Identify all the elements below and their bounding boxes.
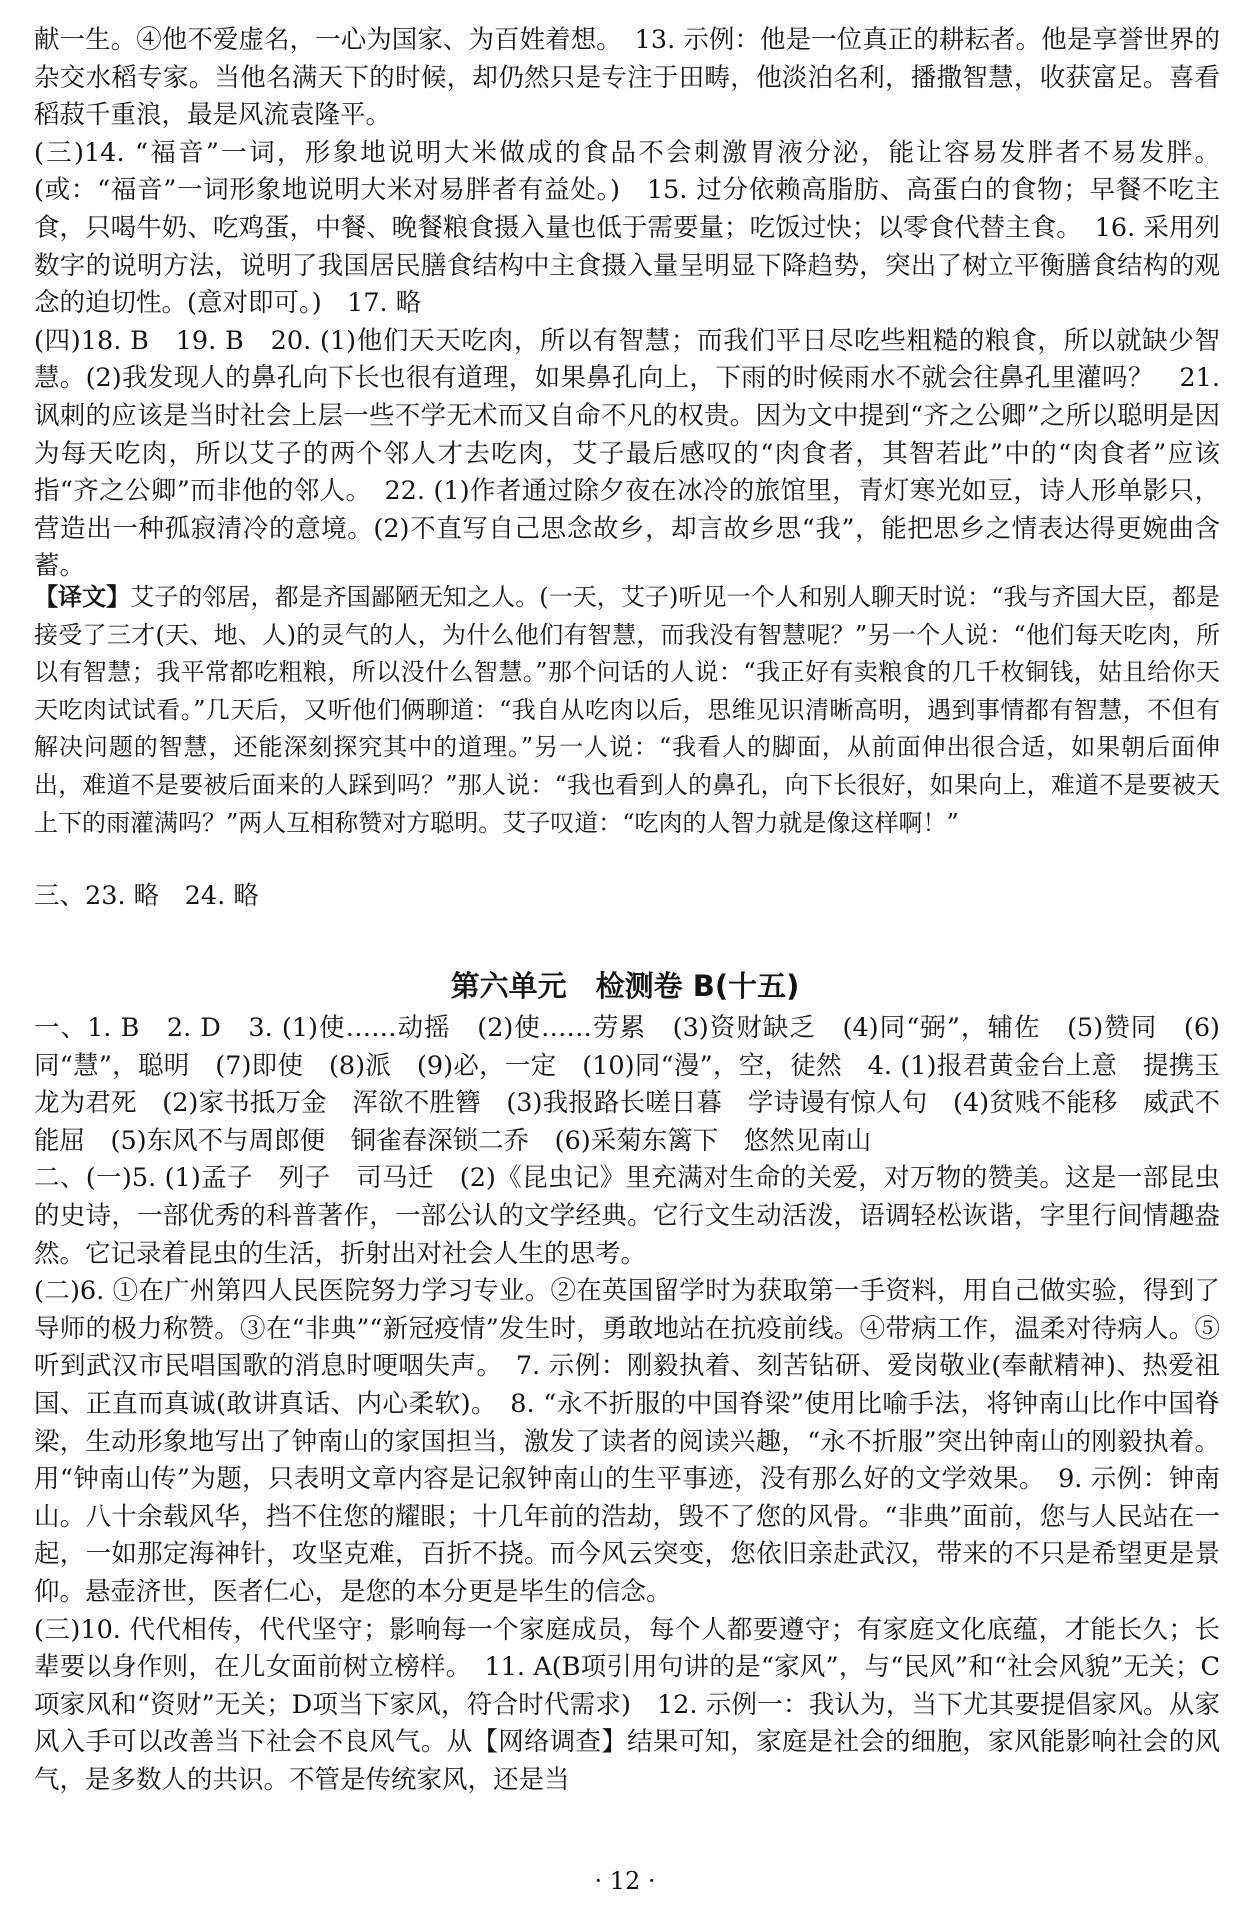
answer-paragraph-13: 献一生。④他不爱虚名，一心为国家、为百姓着想。 13. 示例：他是一位真正的耕耘者。他是享誉世界的杂交水稻专家。当他名满天下的时候，却仍然只是专注于田畴，他淡泊名利，播撒智慧，收获富足。喜看稻菽千重浪，最是风流袁隆平。	[34, 25, 1220, 131]
answer-paragraph-q2-3: (三)10. 代代相传，代代坚守；影响每一个家庭成员，每个人都要遵守；有家庭文化底蕴，才能长久；长辈要以身作则，在儿女面前树立榜样。 11. A(B项引用句讲的是“家风”，与“民风”和“社会风貌”无关；C项家风和“资财”无关；D项当下家风，符合时代需求) 12. 示例一：我认为，当下尤其要提倡家风。从家风入手可以改善当下社会不良风气。从【网络调查】结果可知，家庭是社会的细胞，家风能影响社会的风气，是多数人的共识。不管是传统家风，还是当	[34, 1614, 1220, 1795]
answer-paragraph-sec3: (三)14. “福音”一词，形象地说明大米做成的食品不会刺激胃液分泌，能让容易发胖者不易发胖。(或：“福音”一词形象地说明大米对易胖者有益处。) 15. 过分依赖高脂肪、高蛋白的食物；早餐不吃主食，只喝牛奶、吃鸡蛋，中餐、晚餐粮食摄入量也低于需要量；吃饭过快；以零食代替主食。 16. 采用列数字的说明方法，说明了我国居民膳食结构中主食摄入量呈明显下降趋势，突出了树立平衡膳食结构的观念的迫切性。(意对即可。) 17. 略	[34, 137, 1220, 319]
translation-block	[34, 578, 1220, 842]
answer-paragraph-q1: 一、1. B 2. D 3. (1)使……动摇 (2)使……劳累 (3)资财缺乏 (4)同“弼”，辅佐 (5)赞同 (6)同“慧”，聪明 (7)即使 (8)派 (9)必，一定 (10)同“漫”，空，徒然 4. (1)报君黄金台上意 提携玉龙为君死 (2)家书抵万金 浑欲不胜簪 (3)我报路长嗟日暮 学诗谩有惊人句 (4)贫贱不能移 威武不能屈 (5)东风不与周郎便 铜雀春深锁二乔 (6)采菊东篱下 悠然见南山	[34, 1013, 1220, 1156]
answer-line-23-24: 三、23. 略 24. 略	[34, 881, 259, 911]
unit-title: 第六单元 检测卷 B(十五)	[450, 969, 800, 1003]
answer-section-three	[34, 878, 1220, 916]
translation-paragraph	[34, 578, 1220, 842]
translation-text: 艾子的邻居，都是齐国鄙陋无知之人。(一天，艾子)听见一个人和别人聊天时说：“我与齐国大臣，都是接受了三才(天、地、人)的灵气的人，为什么他们有智慧，而我没有智慧呢？”另一个人说：“他们每天吃肉，所以有智慧；我平常都吃粗粮，所以没什么智慧。”那个问话的人说：“我正好有卖粮食的几千枚铜钱，姑且给你天天吃肉试试看。”几天后，又听他们俩聊道：“我自从吃肉以后，思维见识清晰高明，遇到事情都有智慧，不但有解决问题的智慧，还能深刻探究其中的道理。”另一人说：“我看人的脚面，从前面伸出很合适，如果朝后面伸出，难道不是要被后面来的人踩到吗？”那人说：“我也看到人的鼻孔，向下长很好，如果向上，难道不是要被天上下的雨灌满吗？”两人互相称赞对方聪明。艾子叹道：“吃肉的人智力就是像这样啊！”	[34, 583, 1221, 837]
answer-paragraph-q2-2: (二)6. ①在广州第四人民医院努力学习专业。②在英国留学时为获取第一手资料，用自己做实验，得到了导师的极力称赞。③在“非典”“新冠疫情”发生时，勇敢地站在抗疫前线。④带病工作，温柔对待病人。⑤听到武汉市民唱国歌的消息时哽咽失声。 7. 示例：刚毅执着、刻苦钻研、爱岗敬业(奉献精神)、热爱祖国、正直而真诚(敢讲真话、内心柔软)。 8. “永不折服的中国脊梁”使用比喻手法，将钟南山比作中国脊梁，生动形象地写出了钟南山的家国担当，激发了读者的阅读兴趣，“永不折服”突出钟南山的刚毅执着。用“钟南山传”为题，只表明文章内容是记叙钟南山的生平事迹，没有那么好的文学效果。 9. 示例：钟南山。八十余载风华，挡不住您的耀眼；十几年前的浩劫，毁不了您的风骨。“非典”面前，您与人民站在一起，一如那定海神针，攻坚克难，百折不挠。而今风云突变，您依旧亲赴武汉，带来的不只是希望更是景仰。悬壶济世，医者仁心，是您的本分更是毕生的信念。	[34, 1276, 1220, 1607]
page-number: · 12 ·	[594, 1867, 656, 1895]
answer-section-top	[34, 22, 1220, 586]
translation-tag: 【译文】	[34, 582, 131, 611]
answer-paragraph-q2-1: 二、(一)5. (1)孟子 列子 司马迁 (2)《昆虫记》里充满对生命的关爱，对万物的赞美。这是一部昆虫的史诗，一部优秀的科普著作，一部公认的文学经典。它行文生动活泼，语调轻松诙谐，字里行间情趣盎然。它记录着昆虫的生活，折射出对社会人生的思考。	[34, 1163, 1220, 1269]
answer-paragraph-sec4: (四)18. B 19. B 20. (1)他们天天吃肉，所以有智慧；而我们平日尽吃些粗糙的粮食，所以就缺少智慧。(2)我发现人的鼻孔向下长也很有道理，如果鼻孔向上，下雨的时候雨水不就会往鼻孔里灌吗？ 21. 讽刺的应该是当时社会上层一些不学无术而又自命不凡的权贵。因为文中提到“齐之公卿”之所以聪明是因为每天吃肉，所以艾子的两个邻人才去吃肉，艾子最后感叹的“肉食者，其智若此”中的“肉食者”应该指“齐之公卿”而非他的邻人。 22. (1)作者通过除夕夜在冰冷的旅馆里，青灯寒光如豆，诗人形单影只，营造出一种孤寂清冷的意境。(2)不直写自己思念故乡，却言故乡思“我”，能把思乡之情表达得更婉曲含蓄。	[34, 325, 1220, 582]
answer-section-unit6	[34, 1010, 1220, 1799]
